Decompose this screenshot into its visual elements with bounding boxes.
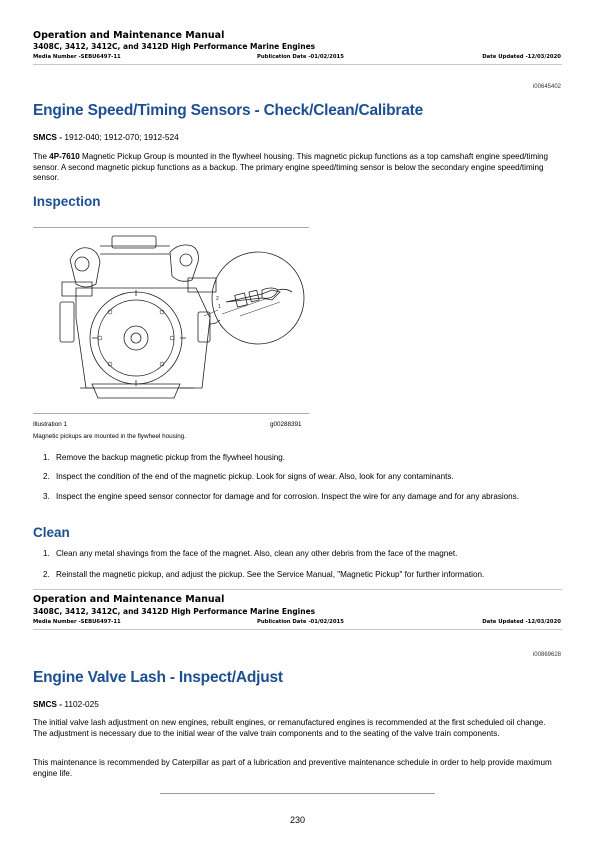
header-divider bbox=[33, 629, 562, 630]
intro-pre: The bbox=[33, 152, 50, 161]
callout-2: 2 bbox=[216, 296, 219, 302]
document-id: i00869628 bbox=[532, 652, 561, 658]
list-item bbox=[43, 492, 553, 503]
footer-rule bbox=[160, 793, 435, 794]
illustration-bottom-rule bbox=[33, 413, 309, 414]
smcs-codes: 1912-040; 1912-070; 1912-524 bbox=[64, 132, 179, 142]
manual-title: Operation and Maintenance Manual bbox=[33, 30, 225, 41]
header-divider bbox=[33, 64, 562, 65]
inspection-heading: Inspection bbox=[33, 194, 101, 209]
list-text: Inspect the engine speed sensor connector for damage and for corrosion. Inspect the wire for any damage and for any abrasions. bbox=[56, 492, 519, 501]
illustration-caption: Magnetic pickups are mounted in the flywheel housing. bbox=[33, 433, 186, 440]
list-item bbox=[43, 472, 553, 483]
section-title: Engine Valve Lash - Inspect/Adjust bbox=[33, 669, 283, 686]
illustration-id: g00288391 bbox=[270, 421, 302, 428]
engine-illustration bbox=[40, 232, 310, 410]
intro-paragraph bbox=[33, 152, 561, 184]
date-updated: Date Updated -12/03/2020 bbox=[482, 619, 561, 625]
manual-subtitle: 3408C, 3412, 3412C, and 3412D High Performance Marine Engines bbox=[33, 42, 316, 51]
list-text: Inspect the condition of the end of the magnetic pickup. Look for signs of wear. Also, look for any contaminants. bbox=[56, 472, 454, 481]
smcs-line bbox=[33, 132, 561, 143]
list-number: 2. bbox=[43, 472, 50, 481]
list-text: Remove the backup magnetic pickup from the flywheel housing. bbox=[56, 453, 285, 462]
section-divider bbox=[33, 589, 562, 590]
list-text: Clean any metal shavings from the face of the magnet. Also, clean any other debris from the face of the magnet. bbox=[56, 549, 458, 558]
smcs-codes: 1102-025 bbox=[64, 699, 99, 709]
callout-1: 1 bbox=[218, 304, 221, 310]
paragraph: The initial valve lash adjustment on new engines, rebuilt engines, or remanufactured engines is recommended at the first scheduled oil change. The adjustment is necessary due to the initial wear of the valve train components and to the seating of the valve train components. bbox=[33, 718, 546, 738]
list-number: 2. bbox=[43, 570, 50, 579]
list-number: 3. bbox=[43, 492, 50, 501]
manual-title: Operation and Maintenance Manual bbox=[33, 594, 225, 605]
illustration-top-rule bbox=[33, 227, 309, 228]
part-number-link[interactable]: 4P-7610 bbox=[49, 152, 80, 161]
list-number: 1. bbox=[43, 549, 50, 558]
paragraph: This maintenance is recommended by Caterpillar as part of a lubrication and preventive maintenance schedule in order to help provide maximum engine life. bbox=[33, 758, 552, 778]
publication-date: Publication Date -01/02/2015 bbox=[257, 619, 344, 625]
intro-post: Magnetic Pickup Group is mounted in the flywheel housing. This magnetic pickup functions as a top camshaft engine speed/timing sensor. A second magnetic pickup functions as a backup. The primary engine speed/timing sensor is below the secondary engine speed/timing sensor. bbox=[33, 152, 549, 183]
page-number: 230 bbox=[289, 815, 306, 825]
list-item bbox=[43, 570, 553, 581]
smcs-label: SMCS - bbox=[33, 132, 63, 142]
date-updated: Date Updated -12/03/2020 bbox=[482, 54, 561, 60]
list-text: Reinstall the magnetic pickup, and adjust the pickup. See the Service Manual, "Magnetic Pickup" for further information. bbox=[56, 570, 485, 579]
illustration-label: Illustration 1 bbox=[33, 421, 67, 428]
clean-heading: Clean bbox=[33, 525, 70, 540]
media-number: Media Number -SEBU6497-11 bbox=[33, 619, 121, 625]
list-item bbox=[43, 453, 553, 464]
list-item bbox=[43, 549, 553, 560]
smcs-label: SMCS - bbox=[33, 699, 63, 709]
document-id: i00645402 bbox=[532, 84, 561, 90]
publication-date: Publication Date -01/02/2015 bbox=[257, 54, 344, 60]
section-title: Engine Speed/Timing Sensors - Check/Clean/Calibrate bbox=[33, 102, 424, 119]
list-number: 1. bbox=[43, 453, 50, 462]
smcs-line bbox=[33, 699, 561, 710]
media-number: Media Number -SEBU6497-11 bbox=[33, 54, 121, 60]
manual-subtitle: 3408C, 3412, 3412C, and 3412D High Performance Marine Engines bbox=[33, 607, 316, 616]
